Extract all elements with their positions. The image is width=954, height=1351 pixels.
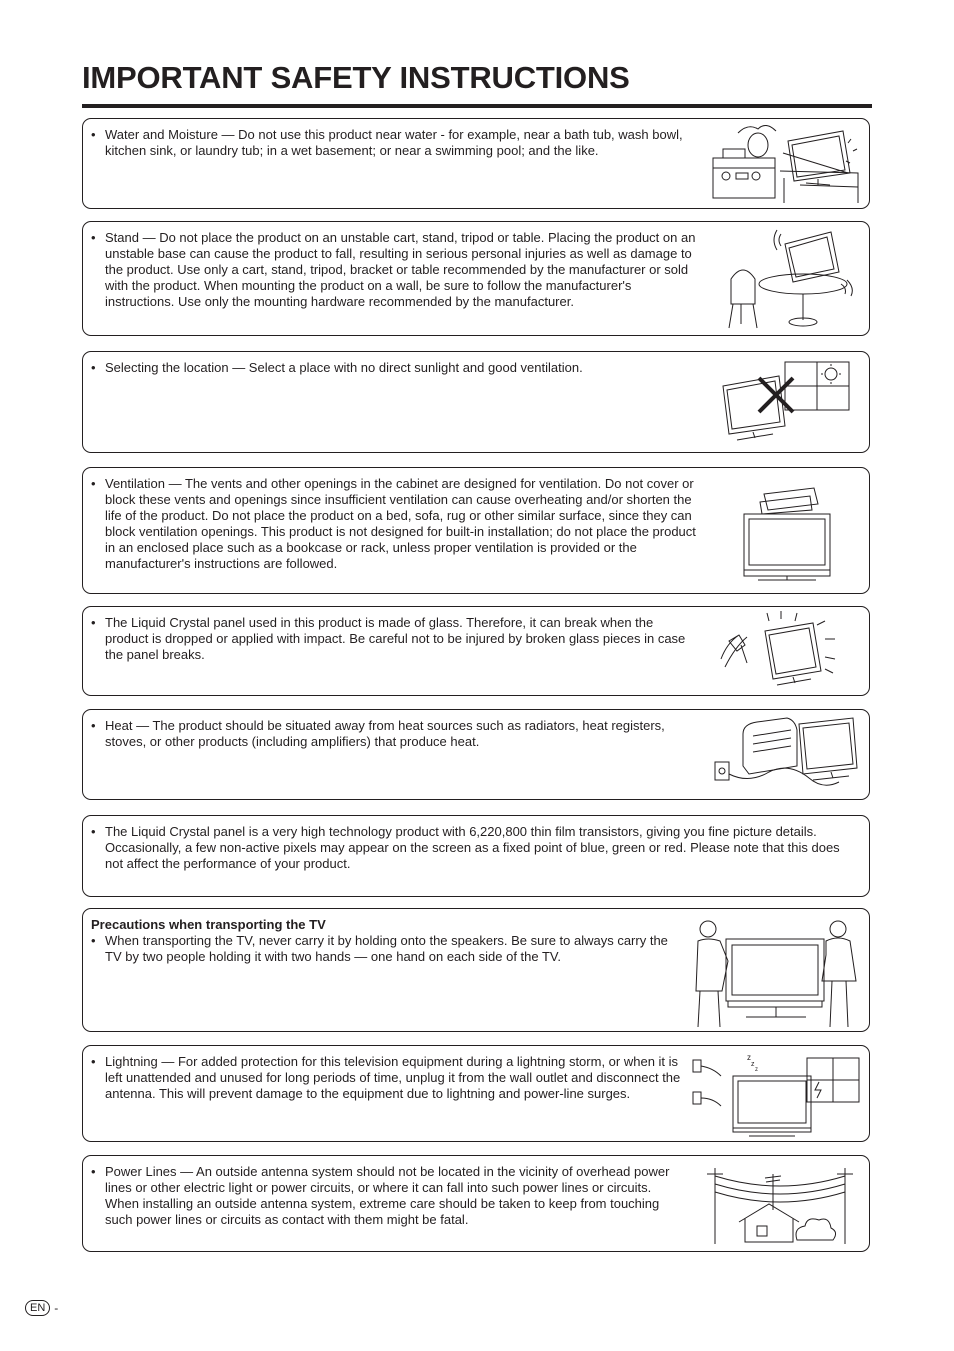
bullet: • xyxy=(91,476,96,491)
section-pixels xyxy=(82,815,870,897)
section-text xyxy=(91,360,699,376)
bullet-text: Ventilation — The vents and other openings in the cabinet are designed for ventilation. Do not cover or block these vents and openings since insufficient ventilation can cause overheating and/or shorten the life of the product. Do not place the product on a bed, sofa, rug or other similar surface, since they can block ventilation openings. This product is not designed for built-in installation; do not place the product in an enclosed place such as a bookcase or rack, unless proper ventilation is provided or the manufacturer's instructions are followed. xyxy=(105,476,696,571)
page-number-dash: - xyxy=(54,1301,59,1315)
water-moisture-illustration xyxy=(708,123,863,203)
bullet-text: Water and Moisture — Do not use this product near water - for example, near a bath tub, wash bowl, kitchen sink, or laundry tub; in a wet basement; or near a swimming pool; and the like. xyxy=(105,127,683,158)
bullet: • xyxy=(91,360,96,375)
section-lightning xyxy=(82,1045,870,1142)
section-text xyxy=(91,1164,681,1228)
bullet: • xyxy=(91,230,96,245)
bullet-text: Selecting the location — Select a place with no direct sunlight and good ventilation. xyxy=(105,360,583,375)
transporting-illustration xyxy=(688,917,860,1029)
language-badge: EN xyxy=(25,1300,50,1316)
bullet-text: The Liquid Crystal panel is a very high technology product with 6,220,800 thin film transistors, giving you fine picture details. xyxy=(105,824,817,839)
section-ventilation xyxy=(82,467,870,594)
bullet-text: Stand — Do not place the product on an unstable cart, stand, tripod or table. Placing the product on an unstable base can cause the product to fall, resulting in serious personal injuries as well as damage to the product. Use only a cart, stand, tripod, bracket or table recommended by the manufacturer or sold with the product. When mounting the product on a wall, be sure to follow the manufacturer's instructions. Use only the mounting hardware recommended by the manufacturer. xyxy=(105,230,696,309)
section-text xyxy=(91,476,699,572)
title-rule xyxy=(82,104,872,108)
page-footer xyxy=(25,1300,58,1316)
bullet: • xyxy=(91,824,96,839)
bullet-text: Lightning — For added protection for this television equipment during a lightning storm, or when it is left unattended and unused for long periods of time, unplug it from the wall outlet and disconnect the antenna. This will prevent damage to the equipment due to lightning and power-line surges. xyxy=(105,1054,681,1101)
bullet-text: When transporting the TV, never carry it by holding onto the speakers. Be sure to always carry the TV by two people holding it with two hands — one hand on each side of the TV. xyxy=(105,933,668,964)
bullet: • xyxy=(91,933,96,948)
lightning-illustration xyxy=(689,1052,861,1138)
section-transporting xyxy=(82,908,870,1032)
section-text xyxy=(91,824,859,872)
stand-illustration xyxy=(723,224,858,332)
section-text xyxy=(91,615,699,663)
heat-illustration xyxy=(713,714,861,798)
section-text xyxy=(91,718,699,750)
section-text xyxy=(91,230,699,310)
bullet: • xyxy=(91,1054,96,1069)
glass-panel-illustration xyxy=(717,611,847,693)
section-glass-panel xyxy=(82,606,870,696)
bullet-text: Heat — The product should be situated away from heat sources such as radiators, heat registers, stoves, or other products (including amplifiers) that produce heat. xyxy=(105,718,665,749)
section-stand xyxy=(82,221,870,336)
section-water-moisture xyxy=(82,118,870,209)
section-text xyxy=(91,1054,681,1102)
bullet: • xyxy=(91,718,96,733)
section-power-lines xyxy=(82,1155,870,1252)
page-title: IMPORTANT SAFETY INSTRUCTIONS xyxy=(82,60,630,95)
section-location xyxy=(82,351,870,453)
section-heat xyxy=(82,709,870,800)
section-text xyxy=(91,127,699,159)
bullet-text: The Liquid Crystal panel used in this product is made of glass. Therefore, it can break when the product is dropped or applied with impact. Be careful not to be injured by broken glass pieces in case the panel breaks. xyxy=(105,615,686,662)
svg-text:z: z xyxy=(751,1061,755,1068)
bullet: • xyxy=(91,127,96,142)
ventilation-illustration xyxy=(738,482,838,584)
svg-text:z: z xyxy=(747,1053,751,1062)
bullet: • xyxy=(91,615,96,630)
bullet: • xyxy=(91,1164,96,1179)
section-text xyxy=(91,917,676,965)
bullet-text: Power Lines — An outside antenna system should not be located in the vicinity of overhead power lines or other electric light or power circuits, or where it can fall into such power lines or circuits. When installing an outside antenna system, extreme care should be taken to keep from touching such power lines or circuits as contact with them might be fatal. xyxy=(105,1164,670,1227)
power-lines-illustration xyxy=(703,1164,853,1246)
bullet-text-continued: Occasionally, a few non-active pixels may appear on the screen as a fixed point of blue, green or red. Please note that this does not affect the performance of your product. xyxy=(105,840,840,871)
section-heading: Precautions when transporting the TV xyxy=(91,917,326,932)
svg-text:z: z xyxy=(755,1067,758,1073)
location-illustration xyxy=(719,360,854,448)
